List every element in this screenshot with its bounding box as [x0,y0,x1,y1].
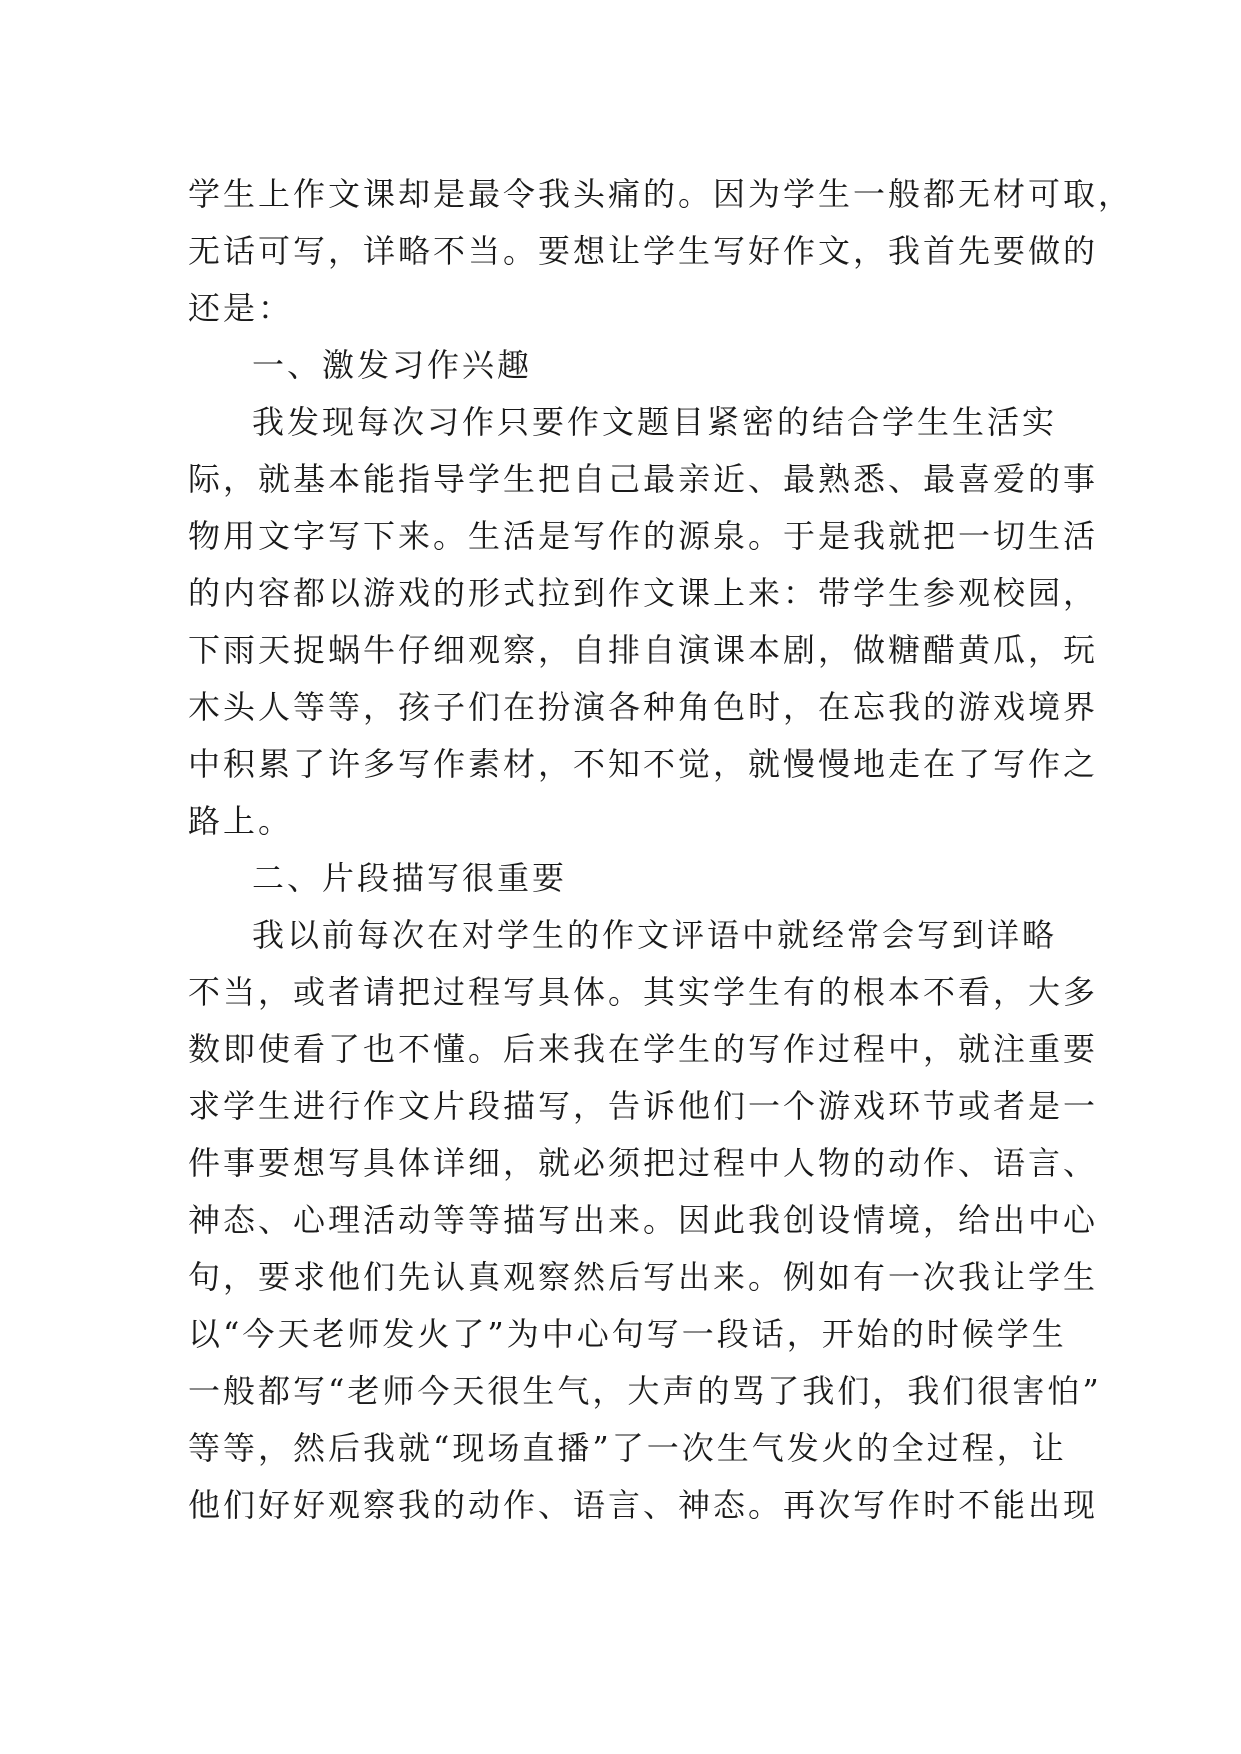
text-line: 数即使看了也不懂。后来我在学生的写作过程中，就注重要 [188,1030,1099,1068]
text-line: 物用文字写下来。生活是写作的源泉。于是我就把一切生活 [188,517,1099,555]
text-line: 句，要求他们先认真观察然后写出来。例如有一次我让学生 [188,1258,1099,1296]
text-line: 我发现每次习作只要作文题目紧密的结合学生生活实 [252,403,1058,441]
text-line: 以“今天老师发火了”为中心句写一段话，开始的时候学生 [188,1315,1067,1353]
text-line: 等等，然后我就“现场直播”了一次生气发火的全过程，让 [188,1429,1067,1467]
text-line: 神态、心理活动等等描写出来。因此我创设情境，给出中心 [188,1201,1099,1239]
document-body [188,166,1134,1534]
text-line: 木头人等等，孩子们在扮演各种角色时，在忘我的游戏境界 [188,688,1099,726]
text-line: 际，就基本能指导学生把自己最亲近、最熟悉、最喜爱的事 [188,460,1099,498]
text-line: 中积累了许多写作素材，不知不觉，就慢慢地走在了写作之 [188,745,1099,783]
text-line: 求学生进行作文片段描写，告诉他们一个游戏环节或者是一 [188,1087,1099,1125]
text-line: 还是： [188,289,294,327]
text-line: 一般都写“老师今天很生气，大声的骂了我们，我们很害怕” [188,1372,1102,1410]
text-line: 学生上作文课却是最令我头痛的。因为学生一般都无材可取， [188,175,1134,213]
text-line: 二、片段描写很重要 [252,859,568,897]
text-line: 无话可写，详略不当。要想让学生写好作文，我首先要做的 [188,232,1099,270]
text-line: 不当，或者请把过程写具体。其实学生有的根本不看，大多 [188,973,1099,1011]
text-line: 件事要想写具体详细，就必须把过程中人物的动作、语言、 [188,1144,1099,1182]
text-line: 一、激发习作兴趣 [252,346,533,384]
text-line: 我以前每次在对学生的作文评语中就经常会写到详略 [252,916,1058,954]
text-line: 的内容都以游戏的形式拉到作文课上来：带学生参观校园， [188,574,1099,612]
text-line: 下雨天捉蜗牛仔细观察，自排自演课本剧，做糖醋黄瓜，玩 [188,631,1099,669]
text-line: 他们好好观察我的动作、语言、神态。再次写作时不能出现 [188,1486,1099,1524]
text-line: 路上。 [188,802,294,840]
